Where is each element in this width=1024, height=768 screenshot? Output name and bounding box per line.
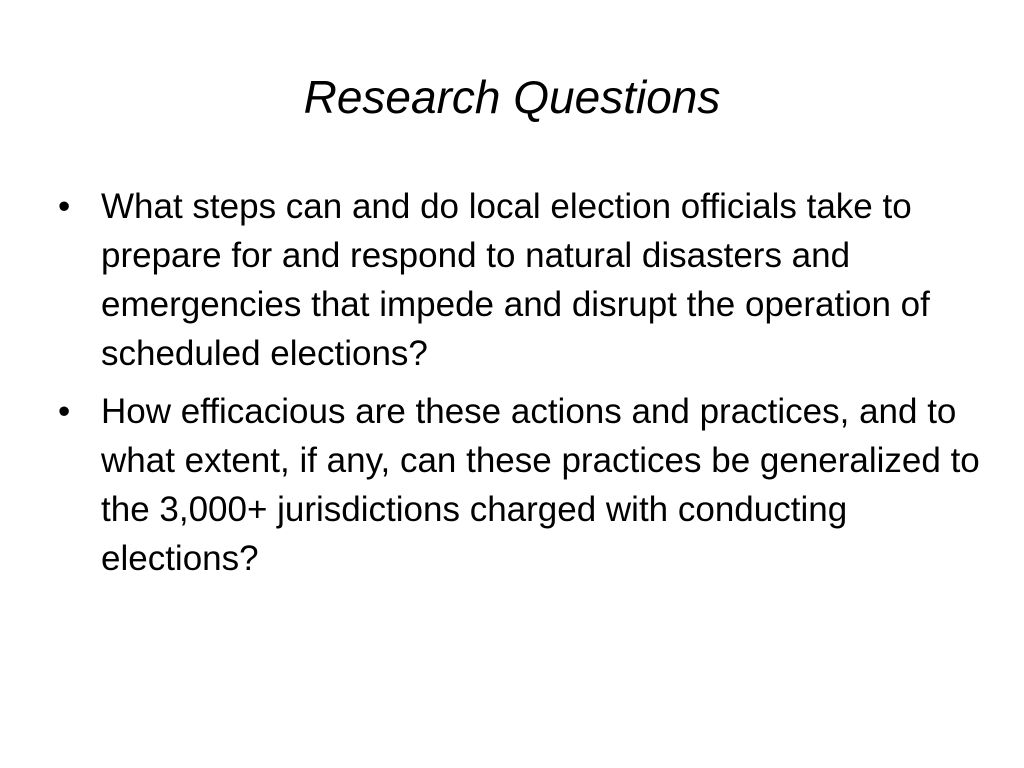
bullet-text: What steps can and do local election officials take to prepare for and respond to natural disasters and emergencies that impede and disrupt the operation of scheduled elections?	[101, 187, 930, 373]
bullet-item	[56, 182, 986, 378]
bullet-item	[56, 387, 986, 583]
bullet-icon: •	[58, 392, 71, 431]
bullet-list	[56, 182, 986, 592]
bullet-icon: •	[58, 187, 71, 226]
slide-title: Research Questions	[303, 71, 721, 123]
bullet-text: How efficacious are these actions and practices, and to what extent, if any, can these practices be generalized to the 3,000+ jurisdictions charged with conducting elections?	[101, 392, 980, 578]
